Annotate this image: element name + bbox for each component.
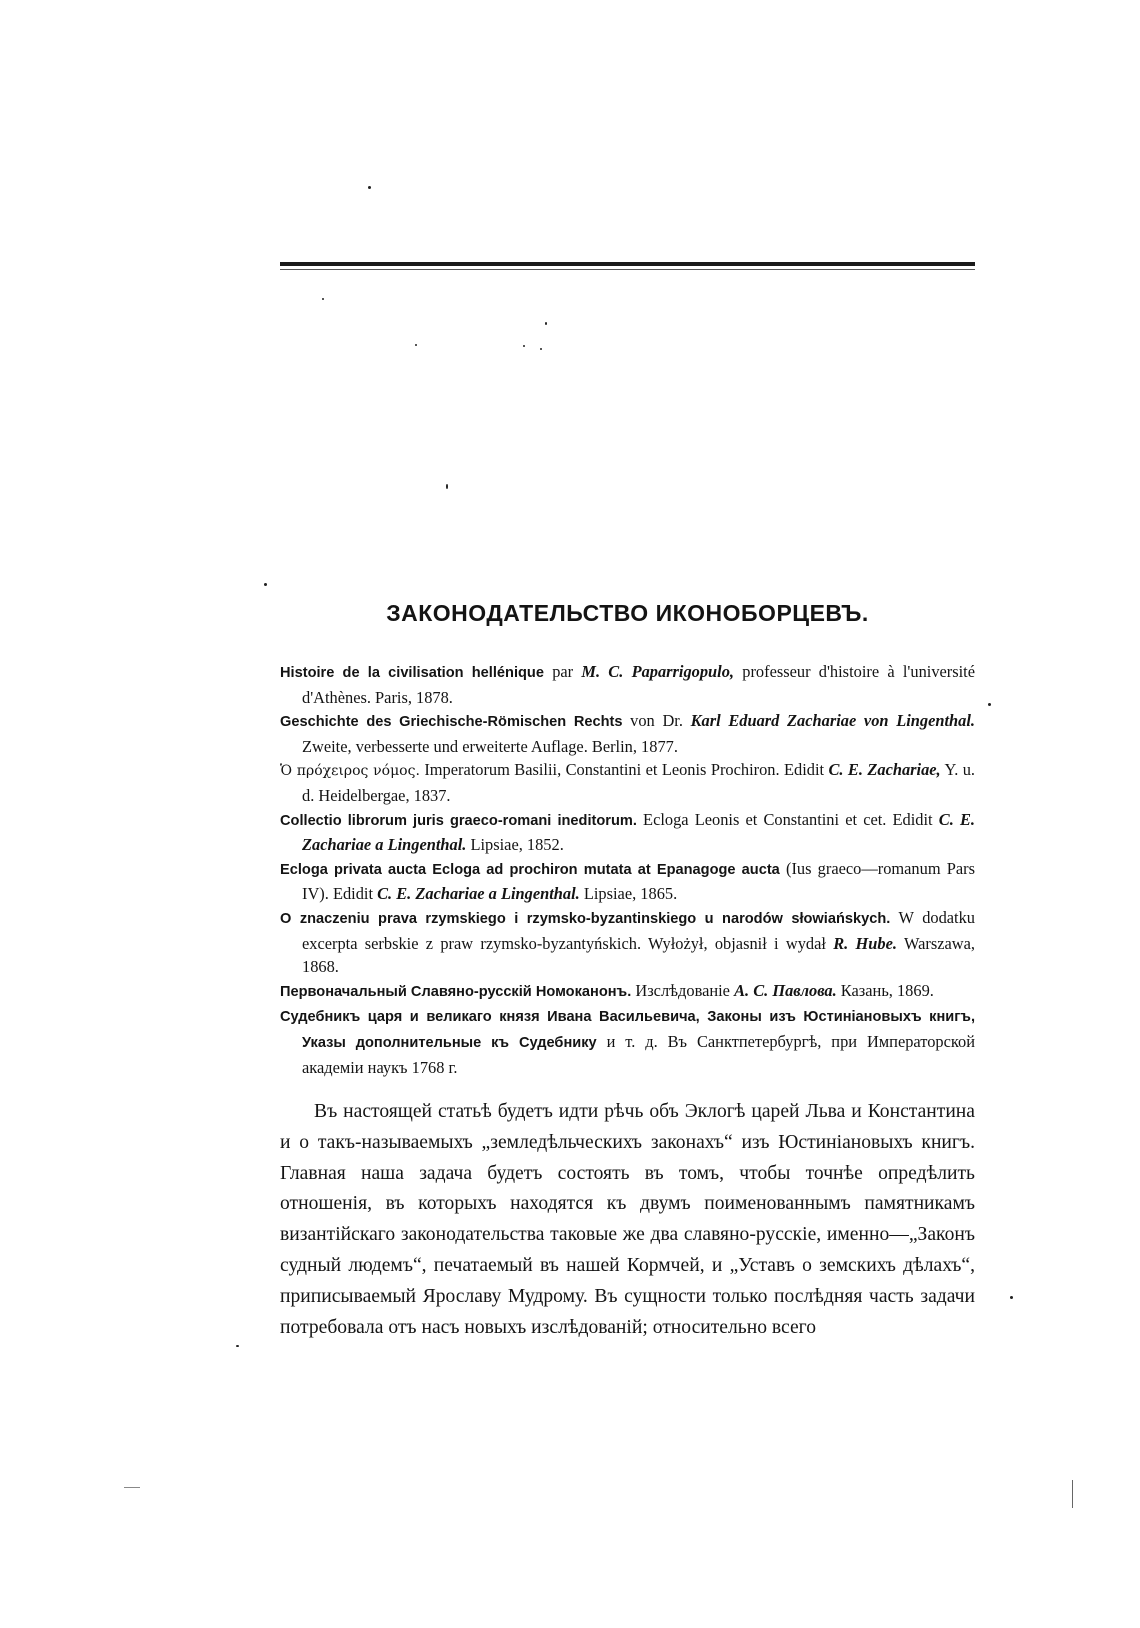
bibliography-entry — [280, 979, 975, 1005]
scan-speck — [545, 322, 547, 325]
entry-details: Lipsiae, 1852. — [466, 835, 564, 855]
entry-title: Ὁ πρόχειρος νόμος. — [280, 763, 420, 780]
entry-author: R. Hube. — [833, 933, 897, 953]
entry-prefix: Imperatorum Basilii, Constantini et Leonis Prochiron. Edidit — [419, 760, 829, 780]
entry-prefix: Изслѣдованіе — [631, 980, 735, 1000]
entry-author: C. E. Zachariae a Lingenthal. — [302, 809, 975, 855]
entry-author: M. C. Paparrigopulo, — [581, 662, 735, 681]
bibliography — [280, 660, 975, 1079]
entry-title: Histoire de la civilisation hellénique — [280, 665, 544, 681]
entry-prefix: и т. д. Въ Санктпетербургѣ, при Императорской академіи наукъ 1768 г. — [302, 1031, 975, 1077]
bibliography-entry — [280, 660, 975, 709]
entry-prefix: Ecloga Leonis et Constantini et cet. Edidit — [636, 809, 939, 829]
entry-author: C. E. Zachariae, — [828, 760, 941, 780]
entry-title: Первоначальный Славяно-русскій Номоканонъ. — [280, 983, 632, 1000]
scan-speck — [523, 345, 525, 347]
entry-title: Ecloga privata aucta Ecloga ad prochiron mutata at Epanagoge aucta — [280, 861, 780, 878]
scan-speck — [988, 703, 991, 706]
scan-speck — [540, 348, 542, 350]
scan-speck — [264, 583, 267, 586]
entry-title: Судебникъ царя и великаго князя Ивана Васильевича, Законы изъ Юстиніановыхъ книгъ, Указы дополнительные къ Судебнику — [280, 1009, 975, 1051]
entry-prefix: von Dr. — [622, 711, 691, 731]
margin-mark — [1072, 1480, 1073, 1508]
entry-details: Казань, 1869. — [836, 980, 934, 1000]
entry-title: Geschichte des Griechische-Römischen Rechts — [280, 714, 623, 731]
bibliography-entry — [280, 1004, 975, 1079]
entry-author: А. С. Павлова. — [734, 980, 837, 1000]
article-title: ЗАКОНОДАТЕЛЬСТВО ИКОНОБОРЦЕВЪ. — [386, 600, 869, 626]
entry-details: Y. u. d. Heidelbergae, 1837. — [302, 760, 975, 805]
scan-mark — [124, 1487, 140, 1488]
scan-speck — [322, 298, 324, 300]
scan-speck — [236, 1345, 239, 1347]
scan-speck — [368, 186, 371, 189]
entry-details: Warszawa, 1868. — [302, 933, 975, 977]
bibliography-entry — [280, 758, 975, 807]
entry-prefix: par — [543, 662, 582, 681]
header-rule-thin — [280, 269, 975, 270]
scan-speck — [415, 344, 417, 346]
entry-author: Karl Eduard Zachariae von Lingenthal. — [690, 711, 975, 731]
scan-speck — [446, 484, 448, 489]
entry-author: C. E. Zachariae a Lingenthal. — [377, 884, 580, 904]
bibliography-entry — [280, 906, 975, 979]
bibliography-entry — [280, 709, 975, 758]
entry-details: Zweite, verbesserte und erweiterte Auflage. Berlin, 1877. — [302, 736, 678, 756]
body-paragraph: Въ настоящей статьѣ будетъ идти рѣчь объ Эклогѣ царей Льва и Константина и о такъ-называемыхъ „земледѣльческихъ законахъ“ изъ Юстиніановыхъ книгъ. Главная наша задача будетъ состоять въ томъ, чтобы точнѣе опредѣлить отношенія, въ которыхъ находятся къ двумъ поименованнымъ памятникамъ византійскаго законодательства таковые же два славяно-русскіе, именно—„Законъ судный людемъ“, печатаемый въ нашей Кормчей, и „Уставъ о земскихъ дѣлахъ“, приписываемый Ярославу Мудрому. Въ сущности только послѣдняя часть задачи потребовала отъ насъ новыхъ изслѣдованій; относительно всего — [280, 1101, 975, 1338]
entry-title: Collectio librorum juris graeco-romani ineditorum. — [280, 812, 637, 829]
bibliography-entry — [280, 808, 975, 857]
entry-details: Lipsiae, 1865. — [579, 884, 678, 904]
scan-speck — [1010, 1296, 1013, 1299]
entry-details: professeur d'histoire à l'université d'Athènes. Paris, 1878. — [302, 662, 976, 707]
entry-title: O znaczeniu prava rzymskiego i rzymsko-byzantinskiego u narodów słowiańskych. — [280, 910, 891, 927]
entry-prefix: W dodatku excerpta serbskie z praw rzymsko-byzantyńskich. Wyłożył, objasnił i wydał — [302, 907, 975, 953]
entry-prefix: (Ius graeco—romanum Pars IV). Edidit — [302, 858, 975, 904]
bibliography-entry — [280, 857, 975, 906]
header-rule — [280, 262, 975, 266]
